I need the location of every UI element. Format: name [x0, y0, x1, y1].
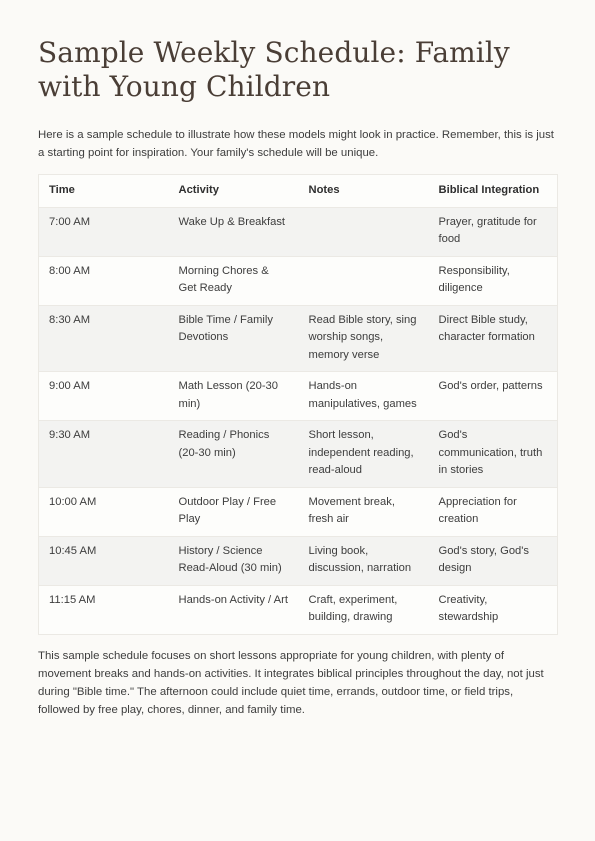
cell-time: 9:00 AM	[39, 372, 169, 421]
cell-activity: Morning Chores & Get Ready	[169, 256, 299, 305]
cell-biblical-integration: God's story, God's design	[429, 536, 558, 585]
cell-time: 7:00 AM	[39, 207, 169, 256]
header-time: Time	[39, 175, 169, 208]
table-row	[39, 536, 558, 585]
cell-biblical-integration: God's communication, truth in stories	[429, 421, 558, 488]
cell-biblical-integration: Appreciation for creation	[429, 487, 558, 536]
cell-time: 8:00 AM	[39, 256, 169, 305]
header-biblical-integration: Biblical Integration	[429, 175, 558, 208]
cell-biblical-integration: Prayer, gratitude for food	[429, 207, 558, 256]
cell-biblical-integration: Creativity, stewardship	[429, 585, 558, 634]
cell-time: 10:00 AM	[39, 487, 169, 536]
table-row	[39, 585, 558, 634]
cell-notes: Craft, experiment, building, drawing	[299, 585, 429, 634]
cell-time: 8:30 AM	[39, 305, 169, 372]
header-notes: Notes	[299, 175, 429, 208]
cell-time: 10:45 AM	[39, 536, 169, 585]
header-activity: Activity	[169, 175, 299, 208]
cell-notes: Hands-on manipulatives, games	[299, 372, 429, 421]
cell-time: 9:30 AM	[39, 421, 169, 488]
cell-biblical-integration: God's order, patterns	[429, 372, 558, 421]
table-row	[39, 256, 558, 305]
cell-activity: Reading / Phonics (20-30 min)	[169, 421, 299, 488]
cell-activity: Wake Up & Breakfast	[169, 207, 299, 256]
table-header-row	[39, 175, 558, 208]
closing-paragraph: This sample schedule focuses on short lessons appropriate for young children, with plenty of movement breaks and hands-on activities. It integrates biblical principles throughout the day, not just during "Bible time." The afternoon could include quiet time, errands, outdoor time, or field trips, followed by free play, chores, dinner, and family time.	[38, 649, 544, 717]
cell-notes: Living book, discussion, narration	[299, 536, 429, 585]
cell-biblical-integration: Direct Bible study, character formation	[429, 305, 558, 372]
cell-activity: History / Science Read-Aloud (30 min)	[169, 536, 299, 585]
table-row	[39, 207, 558, 256]
table-row	[39, 421, 558, 488]
table-row	[39, 305, 558, 372]
cell-activity: Outdoor Play / Free Play	[169, 487, 299, 536]
table-row	[39, 372, 558, 421]
cell-notes: Movement break, fresh air	[299, 487, 429, 536]
cell-notes: Read Bible story, sing worship songs, memory verse	[299, 305, 429, 372]
cell-biblical-integration: Responsibility, diligence	[429, 256, 558, 305]
cell-notes	[299, 256, 429, 305]
cell-activity: Bible Time / Family Devotions	[169, 305, 299, 372]
cell-activity: Math Lesson (20-30 min)	[169, 372, 299, 421]
intro-paragraph: Here is a sample schedule to illustrate how these models might look in practice. Remember, this is just a starting point for inspiration. Your family's schedule will be unique.	[38, 129, 554, 159]
cell-notes	[299, 207, 429, 256]
cell-time: 11:15 AM	[39, 585, 169, 634]
page-title: Sample Weekly Schedule: Family with Young Children	[38, 36, 510, 103]
table-row	[39, 487, 558, 536]
schedule-table	[38, 174, 558, 635]
cell-activity: Hands-on Activity / Art	[169, 585, 299, 634]
cell-notes: Short lesson, independent reading, read-aloud	[299, 421, 429, 488]
